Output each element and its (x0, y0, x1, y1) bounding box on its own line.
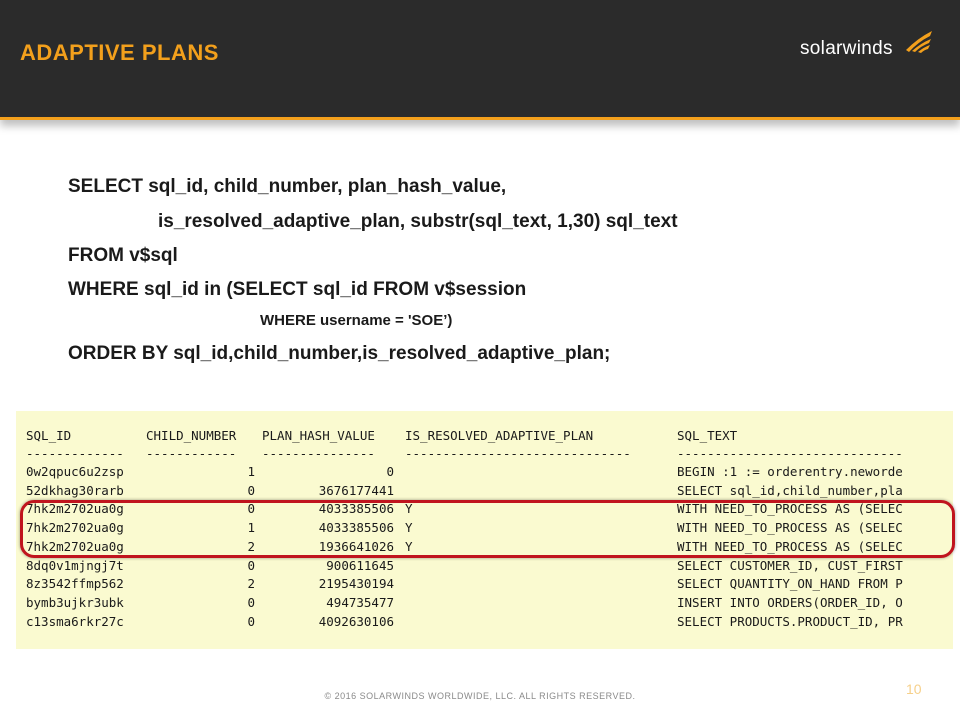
cell-child-number: 2 (247, 576, 255, 592)
query-line-2: is_resolved_adaptive_plan, substr(sql_text, 1,30) sql_text (158, 211, 678, 232)
cell-plan-hash-value: 4092630106 (318, 613, 394, 629)
result-header-row (16, 427, 738, 445)
separator: --------------- (262, 446, 375, 461)
cell-sql-text: SELECT QUANTITY_ON_HAND FROM P (677, 576, 903, 592)
cell-sql-id: 52dkhag30rarb (26, 482, 124, 498)
cell-child-number: 1 (247, 520, 255, 536)
cell-plan-hash-value: 900611645 (326, 557, 394, 573)
cell-sql-id: 7hk2m2702ua0g (26, 501, 124, 517)
separator: ------------ (146, 446, 237, 461)
cell-child-number: 0 (247, 613, 255, 629)
result-separator-row (16, 445, 903, 463)
header-is-resolved-adaptive-plan: IS_RESOLVED_ADAPTIVE_PLAN (405, 428, 594, 443)
adaptive-plan-highlight (20, 500, 955, 558)
cell-sql-text: WITH NEED_TO_PROCESS AS (SELEC (677, 520, 903, 536)
cell-sql-text: SELECT CUSTOMER_ID, CUST_FIRST (677, 557, 903, 573)
cell-sql-text: WITH NEED_TO_PROCESS AS (SELEC (677, 538, 903, 554)
header-sql-id: SQL_ID (26, 428, 72, 443)
cell-sql-id: c13sma6rkr27c (26, 613, 124, 629)
copyright-footer: © 2016 SOLARWINDS WORLDWIDE, LLC. ALL RIGHTS RESERVED. (324, 691, 636, 701)
cell-sql-id: 7hk2m2702ua0g (26, 538, 124, 554)
cell-sql-id: 0w2qpuc6u2zsp (26, 464, 124, 479)
query-line-6: ORDER BY sql_id,child_number,is_resolved_adaptive_plan; (68, 343, 611, 364)
separator: ------------------------------ (405, 446, 631, 461)
cell-child-number: 1 (247, 464, 255, 479)
cell-child-number: 2 (247, 538, 255, 554)
cell-child-number: 0 (247, 501, 255, 517)
cell-sql-id: 8z3542ffmp562 (26, 576, 124, 592)
cell-plan-hash-value: 1936641026 (318, 538, 394, 554)
query-line-5: WHERE username = 'SOE’) (260, 312, 453, 329)
cell-is-resolved-adaptive-plan: Y (405, 520, 413, 536)
header-child-number: CHILD_NUMBER (146, 428, 237, 443)
cell-sql-text: SELECT sql_id,child_number,pla (677, 482, 903, 498)
logo-text: solarwinds (800, 38, 893, 59)
cell-is-resolved-adaptive-plan: Y (405, 501, 413, 517)
cell-child-number: 0 (247, 482, 255, 498)
cell-sql-text: INSERT INTO ORDERS(ORDER_ID, O (677, 594, 903, 610)
separator: ------------- (26, 446, 124, 461)
cell-sql-id: bymb3ujkr3ubk (26, 594, 124, 610)
cell-plan-hash-value: 3676177441 (318, 482, 394, 498)
header-plan-hash-value: PLAN_HASH_VALUE (262, 428, 375, 443)
cell-child-number: 0 (247, 557, 255, 573)
query-line-3: FROM v$sql (68, 245, 178, 266)
slide-header (0, 0, 960, 120)
slide-title: ADAPTIVE PLANS (20, 40, 219, 65)
cell-plan-hash-value: 0 (386, 464, 394, 479)
cell-sql-text: BEGIN :1 := orderentry.neworde (677, 464, 903, 479)
logo-swoosh-icon (904, 28, 934, 54)
cell-plan-hash-value: 2195430194 (318, 576, 394, 592)
cell-sql-id: 7hk2m2702ua0g (26, 520, 124, 536)
cell-is-resolved-adaptive-plan: Y (405, 538, 413, 554)
cell-plan-hash-value: 4033385506 (318, 520, 394, 536)
separator: ------------------------------ (677, 446, 903, 461)
query-line-4: WHERE sql_id in (SELECT sql_id FROM v$session (68, 279, 527, 300)
query-line-1: SELECT sql_id, child_number, plan_hash_value, (68, 176, 507, 197)
header-sql-text: SQL_TEXT (677, 428, 738, 443)
page-number: 10 (906, 681, 922, 697)
cell-sql-text: WITH NEED_TO_PROCESS AS (SELEC (677, 501, 903, 517)
cell-plan-hash-value: 4033385506 (318, 501, 394, 517)
cell-sql-id: 8dq0v1mjngj7t (26, 557, 124, 573)
cell-plan-hash-value: 494735477 (326, 594, 394, 610)
cell-child-number: 0 (247, 594, 255, 610)
solarwinds-logo (800, 28, 940, 68)
cell-sql-text: SELECT PRODUCTS.PRODUCT_ID, PR (677, 613, 903, 629)
